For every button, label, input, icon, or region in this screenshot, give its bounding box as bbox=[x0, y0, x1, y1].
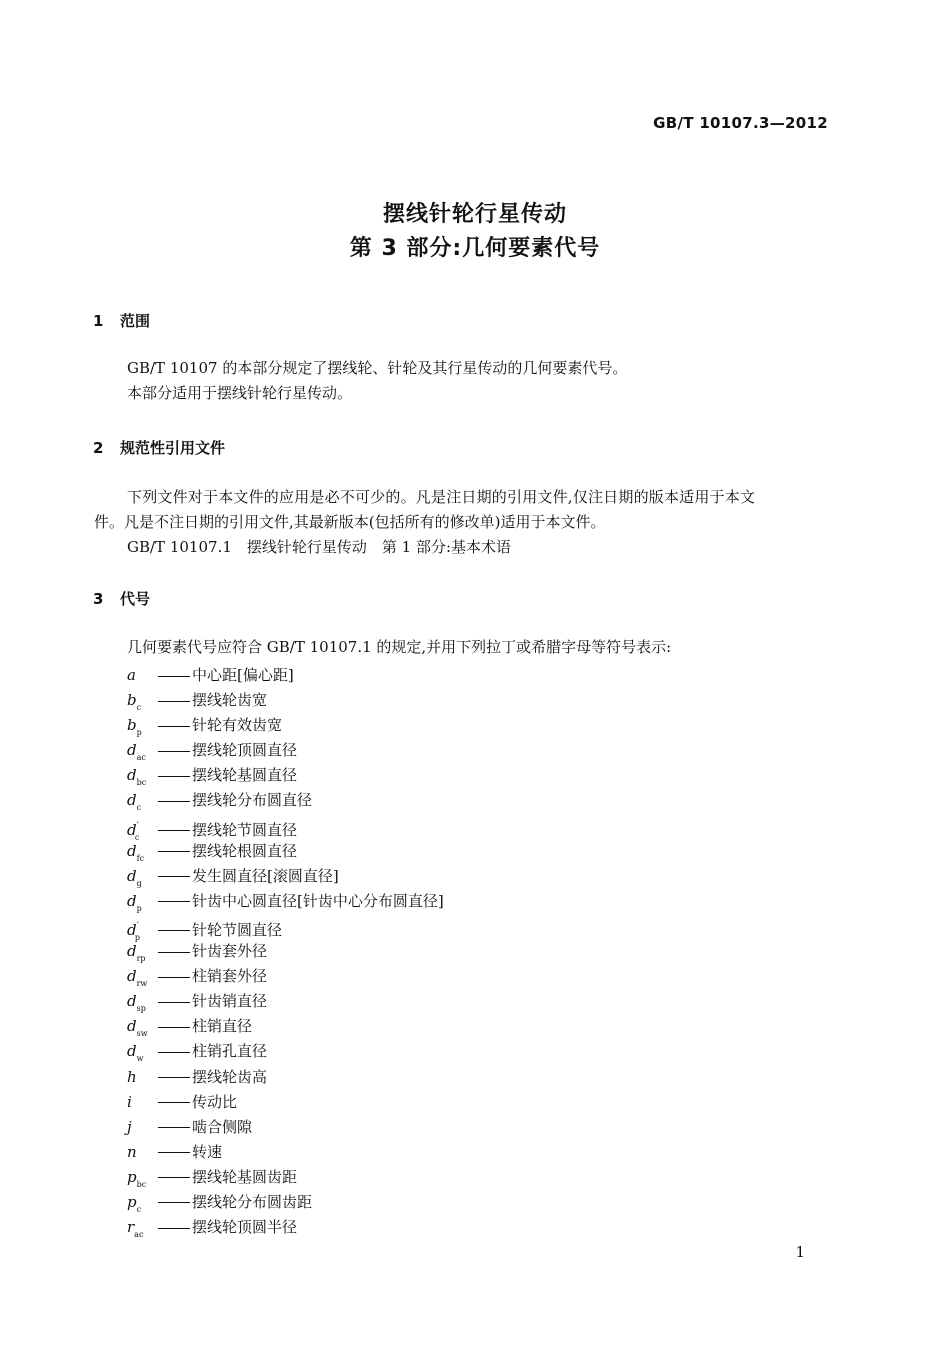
symbol-entry bbox=[127, 788, 444, 813]
symbol-description: 传动比 bbox=[192, 1092, 238, 1111]
symbol-prime: ′ bbox=[136, 820, 139, 832]
em-dash bbox=[158, 851, 190, 852]
symbol-entry bbox=[127, 1065, 444, 1090]
symbol-base: p bbox=[127, 1167, 137, 1186]
symbol-entry bbox=[127, 713, 444, 738]
section-number: 2 bbox=[93, 439, 104, 457]
symbol-entry bbox=[127, 663, 444, 688]
paragraph: 本部分适用于摆线针轮行星传动。 bbox=[127, 384, 353, 402]
symbol-entry bbox=[127, 1039, 444, 1064]
em-dash bbox=[158, 1202, 190, 1203]
symbol bbox=[127, 663, 158, 688]
symbol-base: p bbox=[127, 1192, 137, 1211]
symbol-entry bbox=[127, 1190, 444, 1215]
paragraph: 下列文件对于本文件的应用是必不可少的。凡是注日期的引用文件,仅注日期的版本适用于本文 bbox=[127, 488, 756, 506]
document-subtitle: 第 3 部分:几何要素代号 bbox=[349, 236, 601, 261]
section-1-heading bbox=[93, 310, 150, 331]
em-dash bbox=[158, 977, 190, 978]
symbol-subscript: sp bbox=[136, 1004, 146, 1014]
symbol-description: 摆线轮齿宽 bbox=[192, 691, 268, 710]
em-dash bbox=[158, 830, 190, 831]
symbol-subscript: c bbox=[136, 1204, 142, 1214]
em-dash bbox=[158, 1027, 190, 1028]
em-dash bbox=[158, 1127, 190, 1128]
em-dash bbox=[158, 1102, 190, 1103]
symbol bbox=[127, 1065, 158, 1090]
section-3-heading bbox=[93, 588, 150, 609]
symbol-description: 摆线轮齿高 bbox=[192, 1067, 268, 1086]
section-number: 1 bbox=[93, 312, 104, 330]
em-dash bbox=[158, 801, 190, 802]
symbol-description: 针轮节圆直径 bbox=[192, 920, 283, 939]
symbol bbox=[127, 1090, 158, 1115]
em-dash bbox=[158, 952, 190, 953]
symbol-subscript: p bbox=[134, 932, 141, 942]
symbol-description: 摆线轮基圆直径 bbox=[192, 766, 298, 785]
symbol-description: 啮合侧隙 bbox=[192, 1117, 253, 1136]
symbol-base: h bbox=[127, 1067, 137, 1086]
em-dash bbox=[158, 1152, 190, 1153]
section-2-heading bbox=[93, 437, 225, 458]
symbol-base: d bbox=[127, 820, 137, 839]
symbol-subscript: rp bbox=[136, 954, 146, 964]
symbol-subscript: w bbox=[136, 1054, 144, 1064]
symbol-base: j bbox=[127, 1117, 132, 1136]
symbol-subscript: ac bbox=[134, 1230, 144, 1240]
em-dash bbox=[158, 1077, 190, 1078]
symbol bbox=[127, 1140, 158, 1165]
symbol-description: 摆线轮基圆齿距 bbox=[192, 1167, 298, 1186]
symbol-base: d bbox=[127, 841, 137, 860]
em-dash bbox=[158, 1177, 190, 1178]
symbol-subscript: rw bbox=[136, 979, 148, 989]
symbol-entry bbox=[127, 688, 444, 713]
symbol-base: d bbox=[127, 942, 137, 961]
em-dash bbox=[158, 726, 190, 727]
normative-reference: GB/T 10107.1 摆线针轮行星传动 第 1 部分:基本术语 bbox=[127, 538, 511, 556]
symbol-base: r bbox=[127, 1218, 135, 1237]
document-title: 摆线针轮行星传动 bbox=[382, 202, 567, 227]
symbol-description: 摆线轮顶圆半径 bbox=[192, 1218, 298, 1237]
symbol-base: d bbox=[127, 992, 137, 1011]
symbol-entry bbox=[127, 964, 444, 989]
symbol-base: n bbox=[127, 1142, 137, 1161]
symbol-base: b bbox=[127, 716, 137, 735]
symbol-entry bbox=[127, 1165, 444, 1190]
symbol-description: 摆线轮分布圆齿距 bbox=[192, 1192, 313, 1211]
em-dash bbox=[158, 901, 190, 902]
symbol bbox=[127, 1115, 158, 1140]
symbol-description: 柱销孔直径 bbox=[192, 1042, 268, 1061]
symbol-base: d bbox=[127, 1017, 137, 1036]
symbol-base: b bbox=[127, 691, 137, 710]
symbol-entry bbox=[127, 889, 444, 914]
standard-number: GB/T 10107.3—2012 bbox=[653, 114, 828, 132]
symbol-description: 针轮有效齿宽 bbox=[192, 716, 283, 735]
symbol-subscript: c bbox=[136, 803, 142, 813]
symbol-description: 发生圆直径[滚圆直径] bbox=[192, 866, 339, 885]
paragraph: 件。凡是不注日期的引用文件,其最新版本(包括所有的修改单)适用于本文件。 bbox=[94, 513, 606, 531]
page-number: 1 bbox=[795, 1243, 805, 1261]
symbol-entry bbox=[127, 989, 444, 1014]
symbol-entry bbox=[127, 864, 444, 889]
symbol bbox=[127, 1215, 158, 1246]
symbol-base: a bbox=[127, 666, 136, 684]
symbol-subscript: p bbox=[136, 903, 142, 913]
em-dash bbox=[158, 776, 190, 777]
symbol-base: d bbox=[127, 866, 137, 885]
em-dash bbox=[158, 1052, 190, 1053]
section-title: 规范性引用文件 bbox=[120, 439, 226, 457]
symbol-description: 针齿中心圆直径[针齿中心分布圆直径] bbox=[192, 891, 444, 910]
paragraph: GB/T 10107 的本部分规定了摆线轮、针轮及其行星传动的几何要素代号。 bbox=[127, 359, 628, 377]
symbol-description: 针齿套外径 bbox=[192, 942, 268, 961]
em-dash bbox=[158, 701, 190, 702]
symbol-entry bbox=[127, 738, 444, 763]
symbol-subscript: fc bbox=[136, 853, 145, 863]
symbol-base: d bbox=[127, 766, 137, 785]
section-title: 范围 bbox=[120, 312, 151, 330]
symbol-base: d bbox=[127, 967, 137, 986]
symbol-base: d bbox=[127, 741, 137, 760]
em-dash bbox=[158, 751, 190, 752]
symbol-description: 摆线轮顶圆直径 bbox=[192, 741, 298, 760]
symbol-base: d bbox=[127, 891, 137, 910]
symbol-subscript: ac bbox=[136, 753, 146, 763]
em-dash bbox=[158, 676, 190, 677]
symbol-description: 针齿销直径 bbox=[192, 992, 268, 1011]
symbol-base: i bbox=[127, 1092, 132, 1111]
em-dash bbox=[158, 1002, 190, 1003]
symbol-entry bbox=[127, 814, 444, 842]
section-number: 3 bbox=[93, 590, 104, 608]
symbol-subscript: g bbox=[136, 878, 142, 888]
em-dash bbox=[158, 1228, 190, 1229]
symbol-entry bbox=[127, 1140, 444, 1165]
symbol-subscript: bc bbox=[136, 778, 147, 788]
symbol-list bbox=[127, 663, 444, 1240]
symbol-entry bbox=[127, 1215, 444, 1240]
symbol-subscript: p bbox=[136, 728, 142, 738]
em-dash bbox=[158, 876, 190, 877]
symbol-entry bbox=[127, 914, 444, 942]
em-dash bbox=[158, 930, 190, 931]
symbol-description: 摆线轮根圆直径 bbox=[192, 841, 298, 860]
symbol-description: 转速 bbox=[192, 1142, 223, 1161]
symbol-entry bbox=[127, 1115, 444, 1140]
symbol-base: d bbox=[127, 920, 137, 939]
symbol-entry bbox=[127, 839, 444, 864]
section-title: 代号 bbox=[120, 590, 151, 608]
symbol-entry bbox=[127, 939, 444, 964]
symbol-subscript: sw bbox=[136, 1029, 148, 1039]
symbol-description: 摆线轮分布圆直径 bbox=[192, 791, 313, 810]
symbol-subscript: c bbox=[136, 703, 142, 713]
paragraph: 几何要素代号应符合 GB/T 10107.1 的规定,并用下列拉丁或希腊字母等符号表示: bbox=[127, 638, 672, 656]
symbol-base: d bbox=[127, 791, 137, 810]
symbol-description: 摆线轮节圆直径 bbox=[192, 820, 298, 839]
symbol-description: 柱销直径 bbox=[192, 1017, 253, 1036]
symbol-description: 柱销套外径 bbox=[192, 967, 268, 986]
symbol-description: 中心距[偏心距] bbox=[192, 666, 294, 684]
symbol-entry bbox=[127, 763, 444, 788]
symbol-base: d bbox=[127, 1042, 137, 1061]
symbol-subscript: bc bbox=[136, 1179, 147, 1189]
symbol-entry bbox=[127, 1090, 444, 1115]
symbol-subscript: c bbox=[134, 832, 140, 842]
symbol-prime: ′ bbox=[136, 920, 139, 932]
symbol-entry bbox=[127, 1014, 444, 1039]
